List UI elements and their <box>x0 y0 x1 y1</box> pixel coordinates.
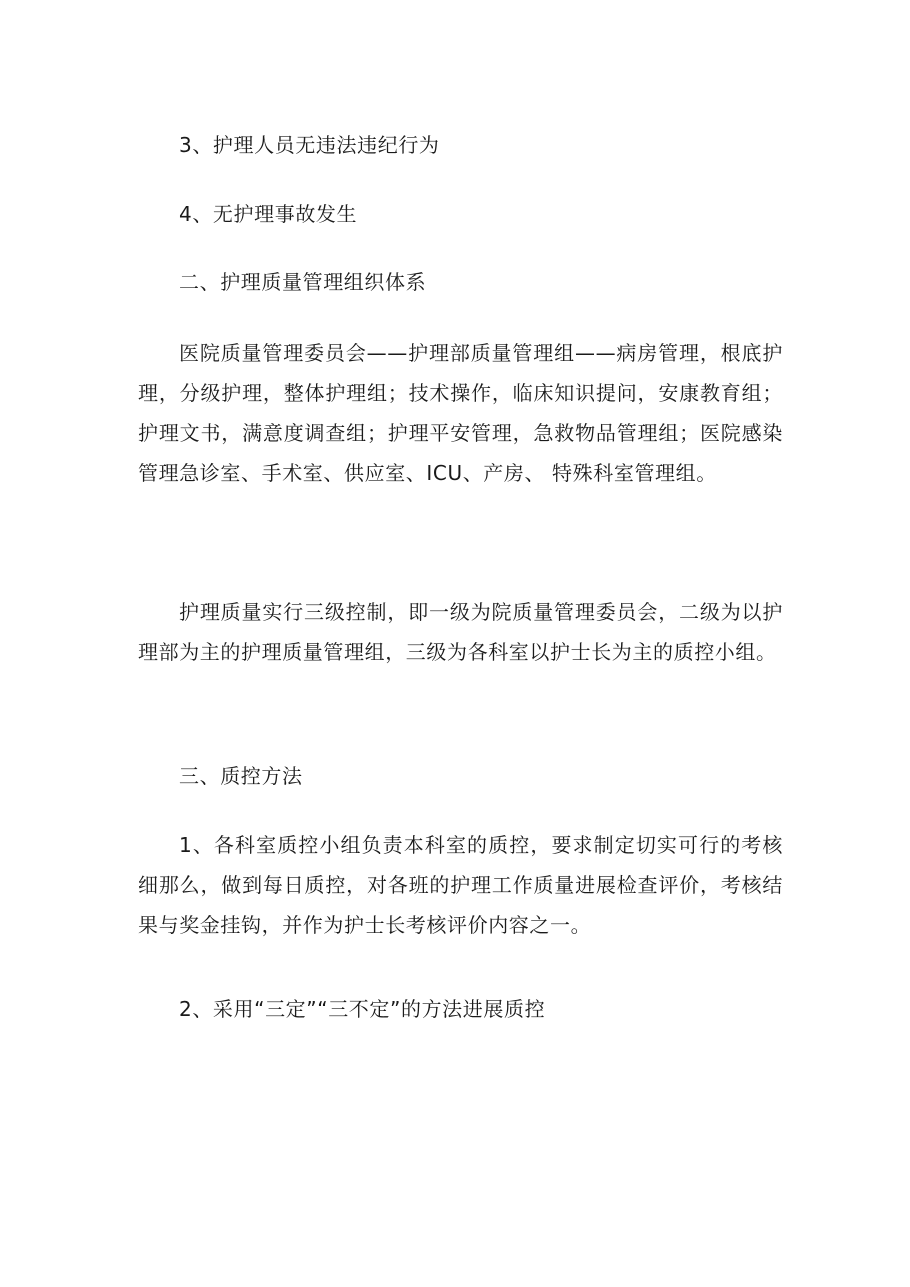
paragraph-organization: 医院质量管理委员会——护理部质量管理组——病房管理，根底护理，分级护理，整体护理组；技术操作，临床知识提问，安康教育组；护理文书，满意度调查组；护理平安管理，急救物品管理组；医院感染管理急诊室、手术室、供应室、ICU、产房、 特殊科室管理组。 <box>138 341 783 485</box>
paragraph-item-4: 4、无护理事故发生 <box>179 202 358 226</box>
paragraph-three-level-control: 护理质量实行三级控制，即一级为院质量管理委员会，二级为以护理部为主的护理质量管理组，三级为各科室以护士长为主的质控小组。 <box>138 600 783 664</box>
section-heading-3: 三、质控方法 <box>179 764 303 788</box>
paragraph-item-3: 3、护理人员无违法违纪行为 <box>179 133 440 157</box>
section-heading-2: 二、护理质量管理组织体系 <box>179 270 427 294</box>
paragraph-method-1: 1、各科室质控小组负责本科室的质控，要求制定切实可行的考核细那么，做到每日质控，对各班的护理工作质量进展检查评价，考核结果与奖金挂钩，并作为护士长考核评价内容之一。 <box>138 833 783 937</box>
paragraph-method-2: 2、采用“三定”“三不定”的方法进展质控 <box>179 997 546 1021</box>
